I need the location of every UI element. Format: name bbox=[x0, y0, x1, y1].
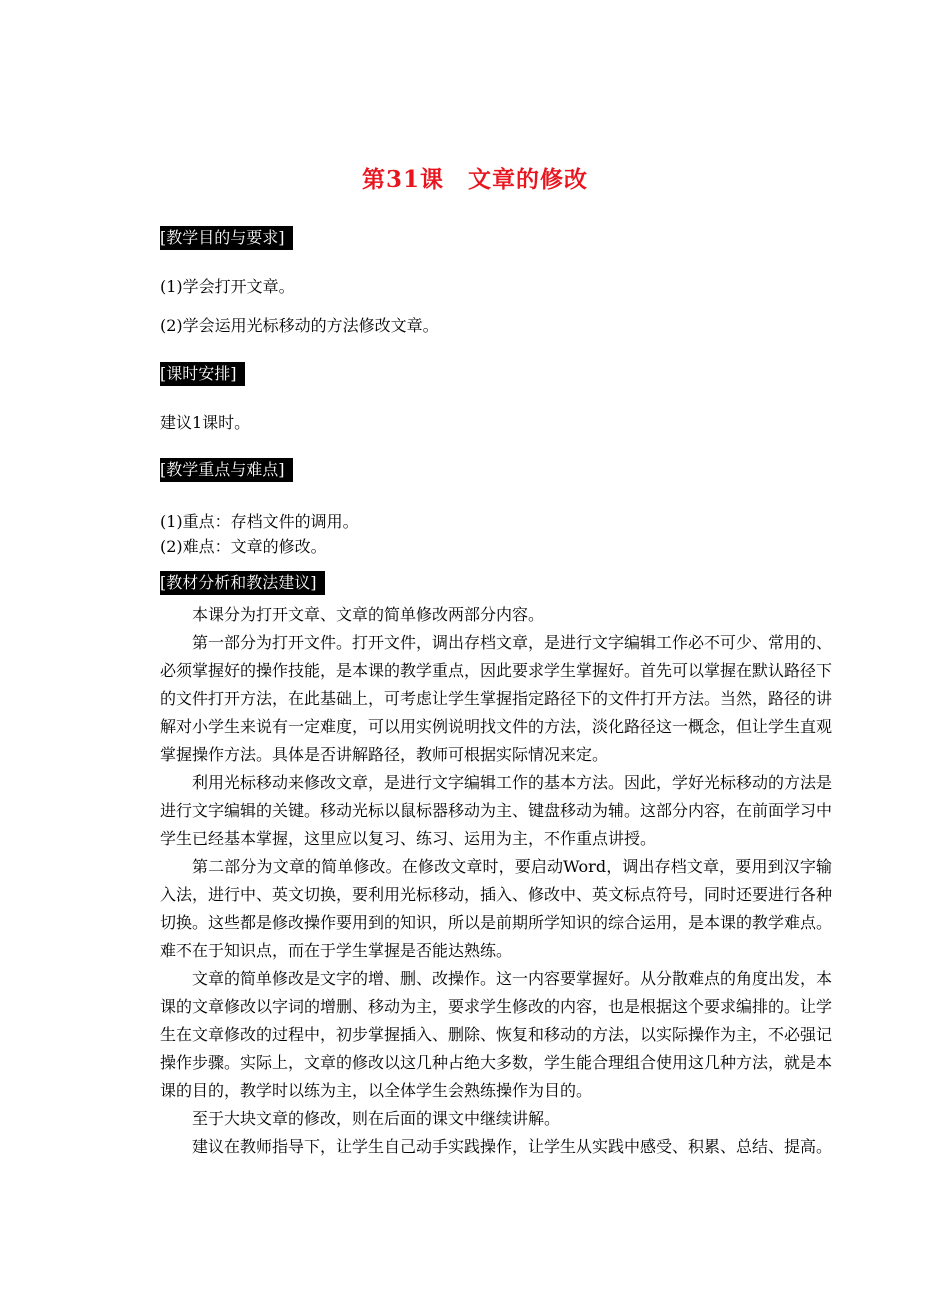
analysis-paragraph: 第一部分为打开文件。打开文件，调出存档文章，是进行文字编辑工作必不可少、常用的、必须掌握好的操作技能，是本课的教学重点，因此要求学生掌握好。首先可以掌握在默认路径下的文件打开方法，在此基础上，可考虑让学生掌握指定路径下的文件打开方法。当然，路径的讲解对小学生来说有一定难度，可以用实例说明找文件的方法，淡化路径这一概念，但让学生直观掌握操作方法。具体是否讲解路径，教师可根据实际情况来定。 bbox=[160, 633, 833, 764]
section-heading-keypoints: [教学重点与难点] bbox=[160, 458, 293, 482]
section-heading-analysis: [教材分析和教法建议] bbox=[160, 571, 325, 595]
analysis-paragraph: 利用光标移动来修改文章，是进行文字编辑工作的基本方法。因此，学好光标移动的方法是进行文字编辑的关键。移动光标以鼠标器移动为主、键盘移动为辅。这部分内容，在前面学习中学生已经基本掌握，这里应以复习、练习、运用为主，不作重点讲授。 bbox=[160, 773, 833, 848]
analysis-paragraph: 至于大块文章的修改，则在后面的课文中继续讲解。 bbox=[192, 1109, 561, 1128]
analysis-body bbox=[160, 601, 832, 1161]
analysis-paragraph: 文章的简单修改是文字的增、删、改操作。这一内容要掌握好。从分散难点的角度出发，本课的文章修改以字词的增删、移动为主，要求学生修改的内容，也是根据这个要求编排的。让学生在文章修改的过程中，初步掌握插入、删除、恢复和移动的方法，以实际操作为主，不必强记操作步骤。实际上，文章的修改以这几种占绝大多数，学生能合理组合使用这几种方法，就是本课的目的，教学时以练为主，以全体学生会熟练操作为目的。 bbox=[160, 969, 833, 1100]
section-heading-schedule: [课时安排] bbox=[160, 362, 245, 386]
keypoint-item-2: (2)难点：文章的修改。 bbox=[160, 537, 327, 556]
page-title: 第31课 文章的修改 bbox=[361, 166, 588, 193]
section-heading-goals: [教学目的与要求] bbox=[160, 226, 293, 250]
analysis-paragraph: 建议在教师指导下，让学生自己动手实践操作，让学生从实践中感受、积累、总结、提高。 bbox=[192, 1137, 833, 1156]
goal-item-2: (2)学会运用光标移动的方法修改文章。 bbox=[160, 316, 439, 335]
schedule-item-1: 建议1课时。 bbox=[160, 413, 251, 432]
analysis-paragraph: 本课分为打开文章、文章的简单修改两部分内容。 bbox=[192, 605, 545, 624]
analysis-paragraph: 第二部分为文章的简单修改。在修改文章时，要启动Word，调出存档文章，要用到汉字输入法，进行中、英文切换，要利用光标移动，插入、修改中、英文标点符号，同时还要进行各种切换。这些都是修改操作要用到的知识，所以是前期所学知识的综合运用，是本课的教学难点。难不在于知识点，而在于学生掌握是否能达熟练。 bbox=[160, 857, 833, 960]
goal-item-1: (1)学会打开文章。 bbox=[160, 277, 295, 296]
keypoint-item-1: (1)重点：存档文件的调用。 bbox=[160, 512, 359, 531]
